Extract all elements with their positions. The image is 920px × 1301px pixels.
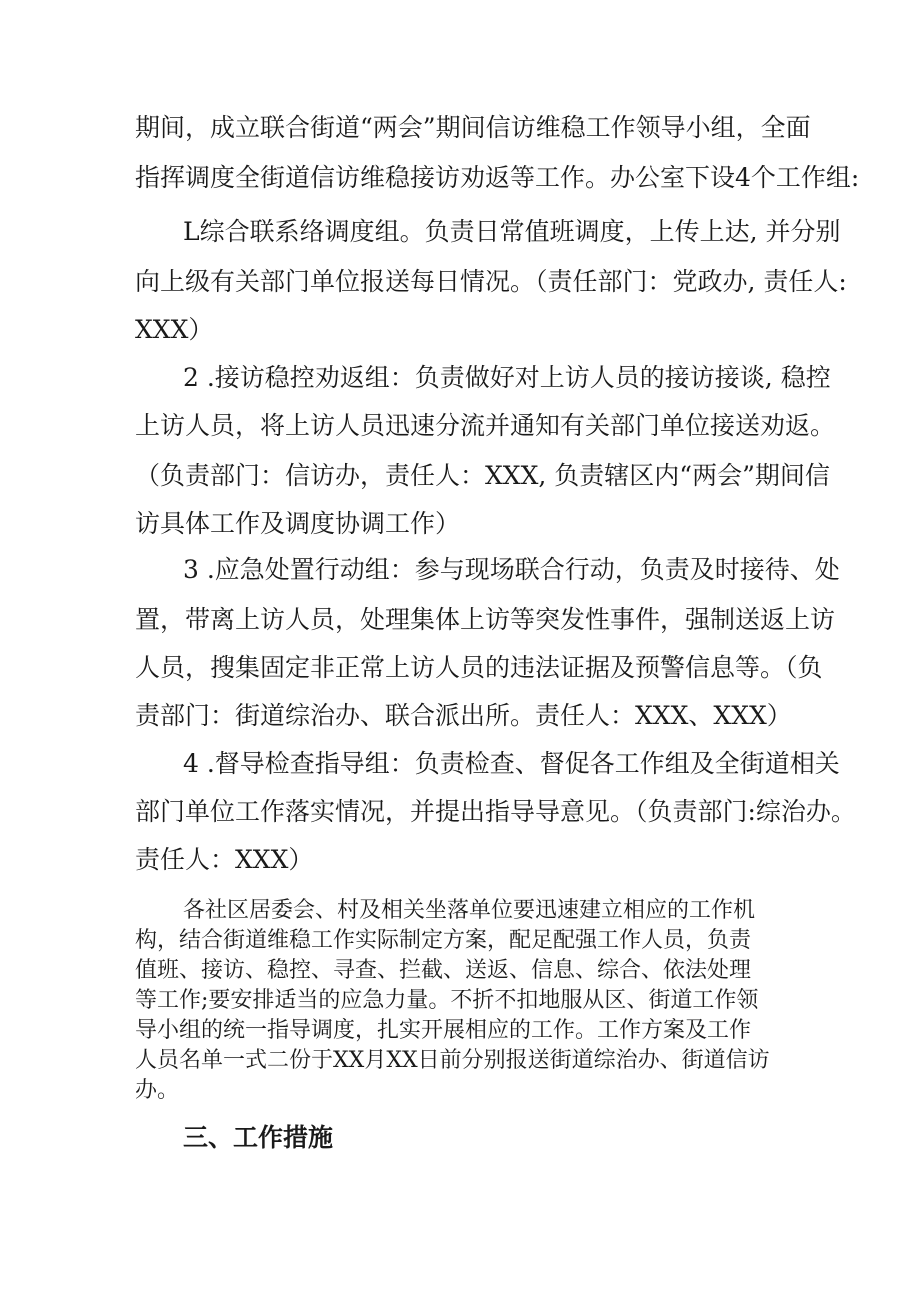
text-line: 等工作;要安排适当的应急力量。不折不扣地服从区、街道工作领 [135, 988, 759, 1013]
text-line: 部门单位工作落实情况，并提出指导导意见。（负责部门:综治办。 [135, 797, 856, 826]
text-line: 人员，搜集固定非正常上访人员的违法证据及预警信息等。（负 [135, 653, 823, 682]
text-line: 上访人员，将上访人员迅速分流并通知有关部门单位接送劝返。 [135, 411, 836, 440]
text-line: 责任人：XXX） [135, 845, 314, 874]
text-line: 导小组的统一指导调度，扎实开展相应的工作。工作方案及工作 [135, 1018, 752, 1043]
text-line: 各社区居委会、村及相关坐落单位要迅速建立相应的工作机 [183, 898, 756, 923]
text-line: （负责部门：信访办，责任人：XXX, 负责辖区内“两会”期间信 [135, 461, 830, 490]
text-line: 指挥调度全街道信访维稳接访劝返等工作。办公室下设4个工作组: [135, 163, 860, 192]
text-line: 置，带离上访人员，处理集体上访等突发性事件，强制送返上访 [135, 605, 836, 634]
text-line: 向上级有关部门单位报送每日情况。（责任部门：党政办, 责任人: [135, 267, 847, 296]
text-line: 责部门：街道综治办、联合派出所。责任人：XXX、XXX） [135, 701, 792, 730]
text-line: 2 .接访稳控劝返组：负责做好对上访人员的接访接谈, 稳控 [183, 363, 831, 392]
text-line: 4 .督导检查指导组：负责检查、督促各工作组及全街道相关 [183, 749, 840, 778]
text-line: 期间，成立联合街道“两会”期间信访维稳工作领导小组，全面 [135, 113, 811, 142]
text-line: 办。 [135, 1078, 180, 1103]
text-line: 值班、接访、稳控、寻查、拦截、送返、信息、综合、依法处理 [135, 958, 752, 983]
section-heading: 三、工作措施 [183, 1123, 334, 1152]
text-line: 构，结合街道维稳工作实际制定方案，配足配强工作人员，负责 [135, 928, 752, 953]
text-line: 人员名单一式二份于XX月XX日前分别报送街道综治办、街道信访 [135, 1048, 770, 1073]
text-line: 3 .应急处置行动组：参与现场联合行动，负责及时接待、处 [183, 555, 840, 584]
text-line: L综合联系络调度组。负责日常值班调度，上传上达, 并分别 [183, 217, 841, 246]
text-line: 访具体工作及调度协调工作） [135, 509, 461, 538]
text-line: XXX） [135, 315, 214, 344]
